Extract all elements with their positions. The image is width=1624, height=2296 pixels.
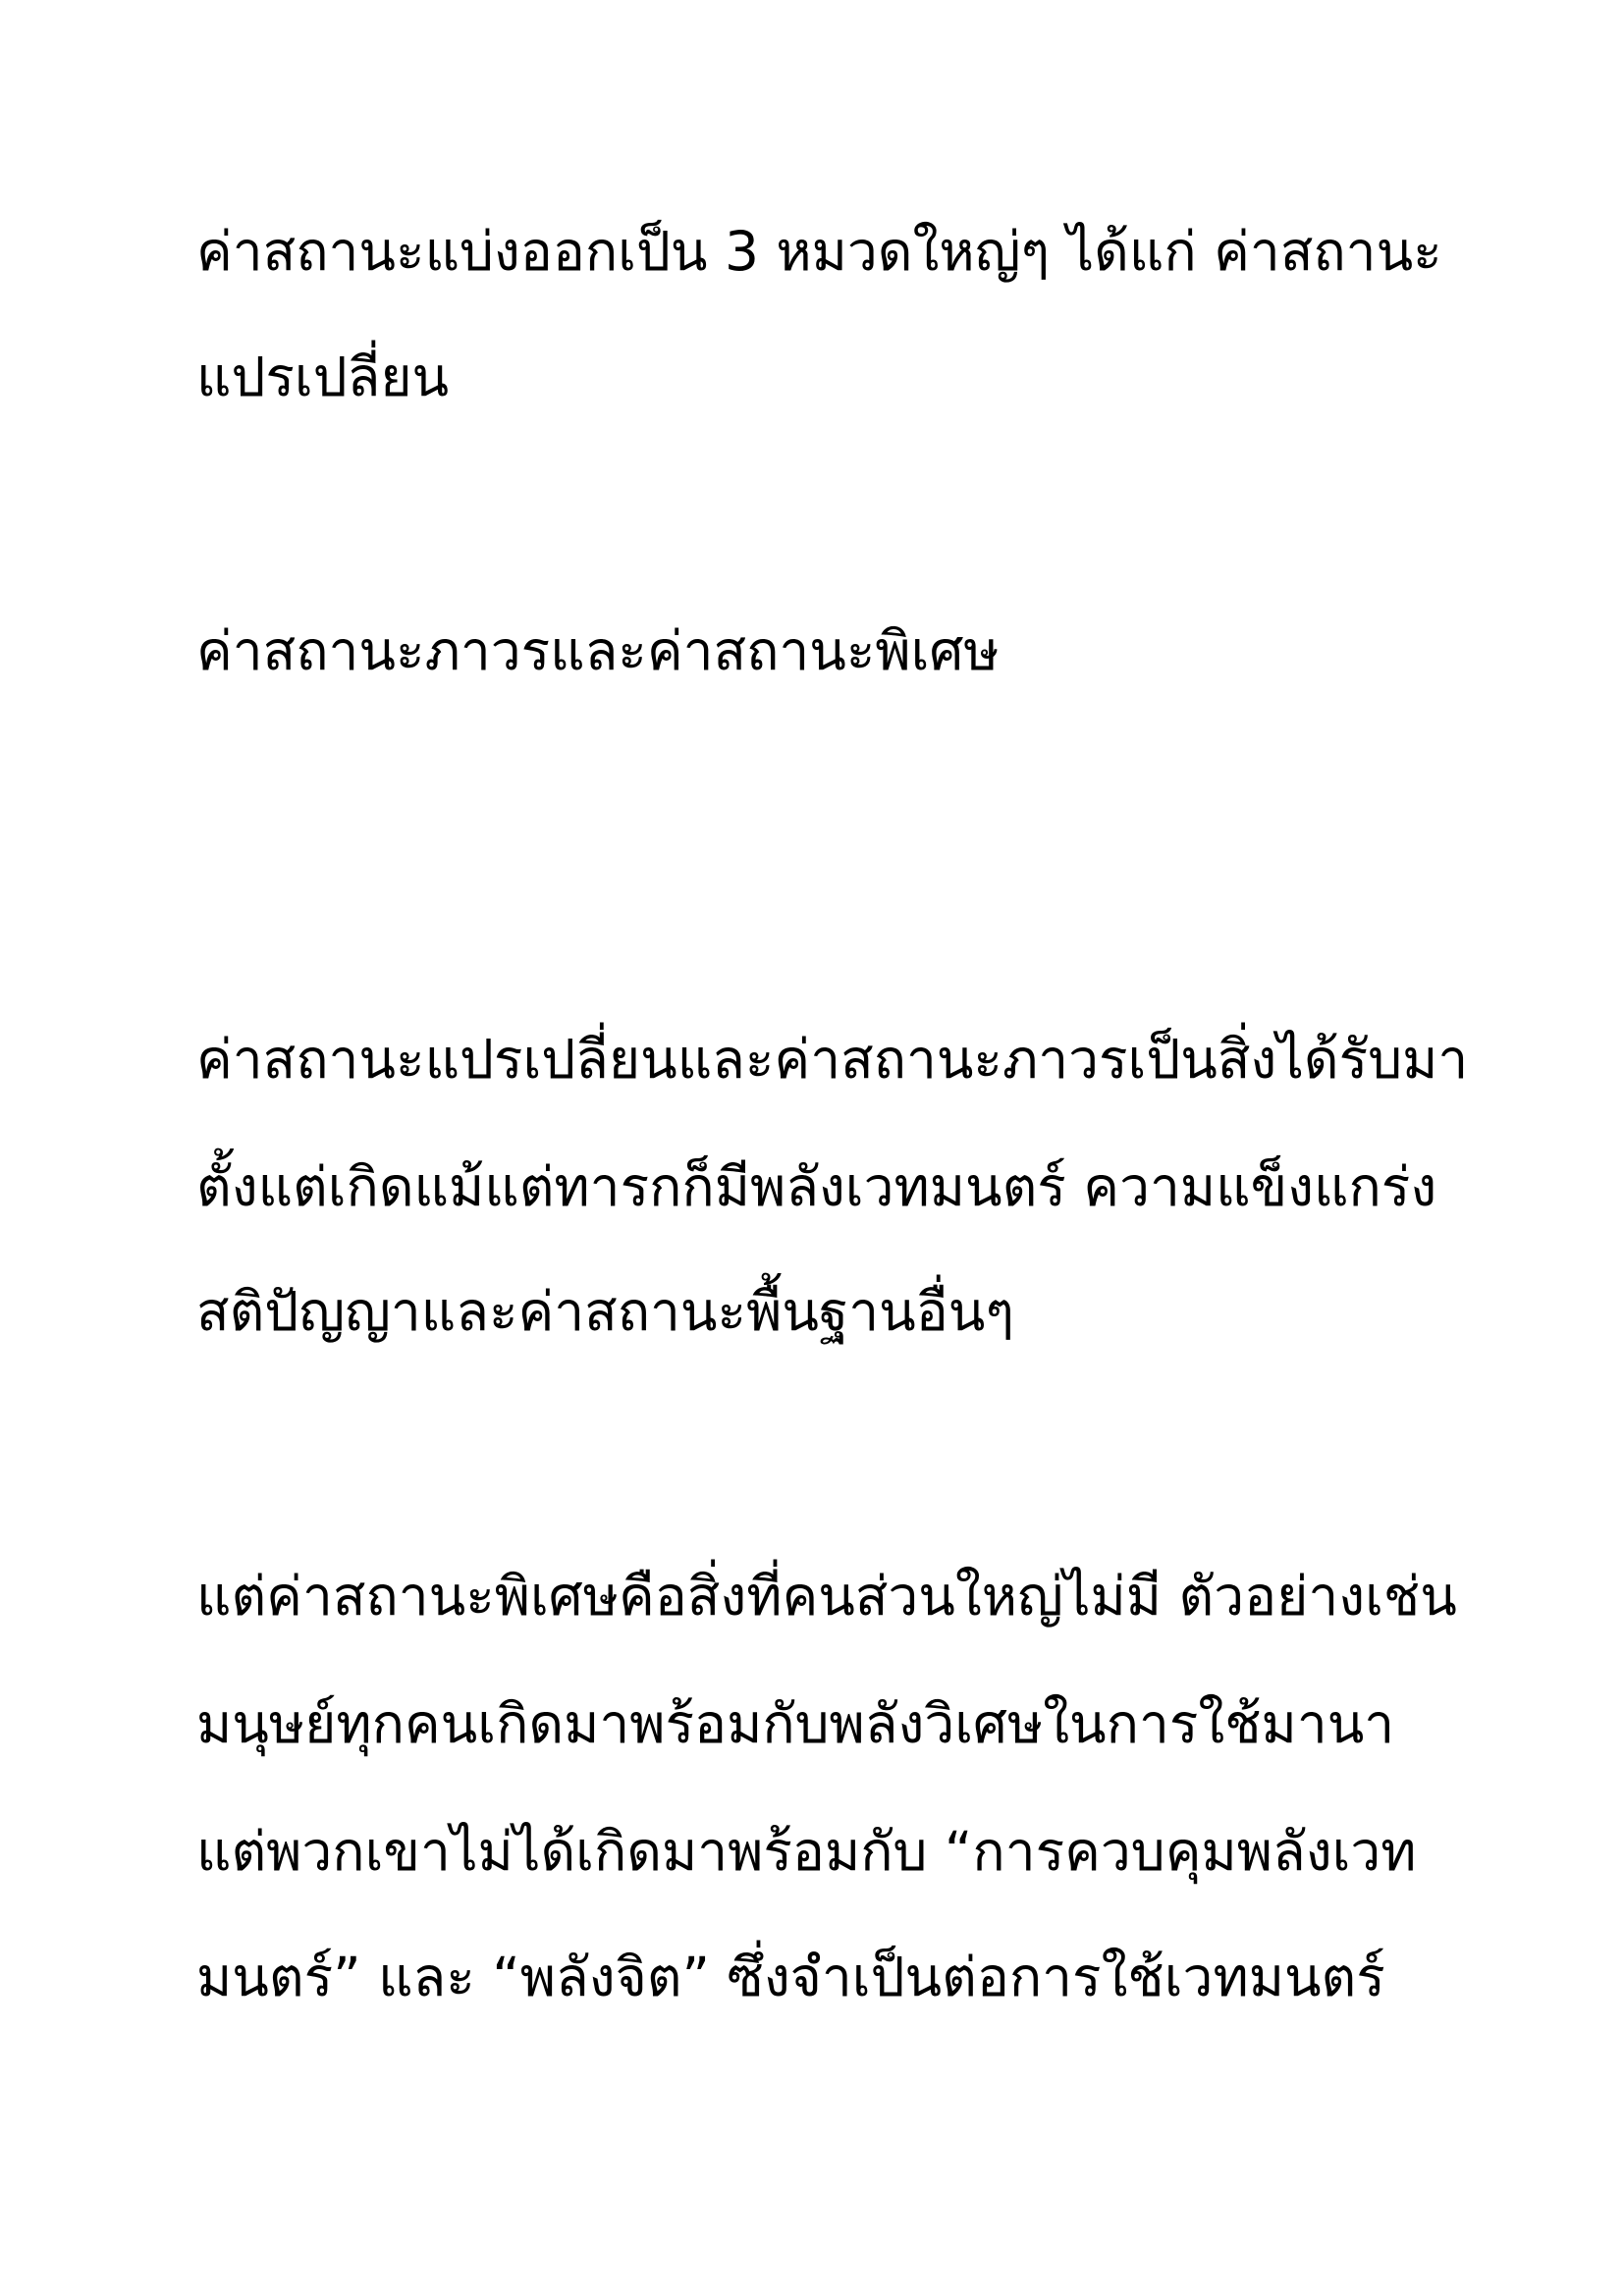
paragraph-2-line-1: ค่าสถานะภาวรและค่าสถานะพิเศษ (196, 619, 1000, 682)
paragraph-4-line-3: แต่พวกเขาไม่ได้เกิดมาพร้อมกับ “การควบคุมพลังเวท (196, 1820, 1417, 1883)
paragraph-1-line-2: แปรเปลี่ยน (196, 346, 450, 408)
paragraph-4-line-1: แต่ค่าสถานะพิเศษคือสิ่งที่คนส่วนใหญ่ไม่มี ตัวอย่างเช่น (196, 1565, 1457, 1628)
paragraph-1-line-1: ค่าสถานะแบ่งออกเป็น 3 หมวดใหญ่ๆ ได้แก่ ค่าสถานะ (196, 220, 1442, 283)
paragraph-3-line-3: สติปัญญาและค่าสถานะพื้นฐานอื่นๆ (196, 1280, 1014, 1343)
paragraph-4-line-4: มนตร์” และ “พลังจิต” ซึ่งจำเป็นต่อการใช้เวทมนตร์ (196, 1946, 1385, 2008)
paragraph-3-line-2: ตั้งแต่เกิดแม้แต่ทารกก็มีพลังเวทมนตร์ ความแข็งแกร่ง (196, 1155, 1437, 1218)
paragraph-4-line-2: มนุษย์ทุกคนเกิดมาพร้อมกับพลังวิเศษในการใช้มานา (196, 1692, 1395, 1755)
paragraph-3-line-1: ค่าสถานะแปรเปลี่ยนและค่าสถานะภาวรเป็นสิ่งได้รับมา (196, 1028, 1469, 1091)
